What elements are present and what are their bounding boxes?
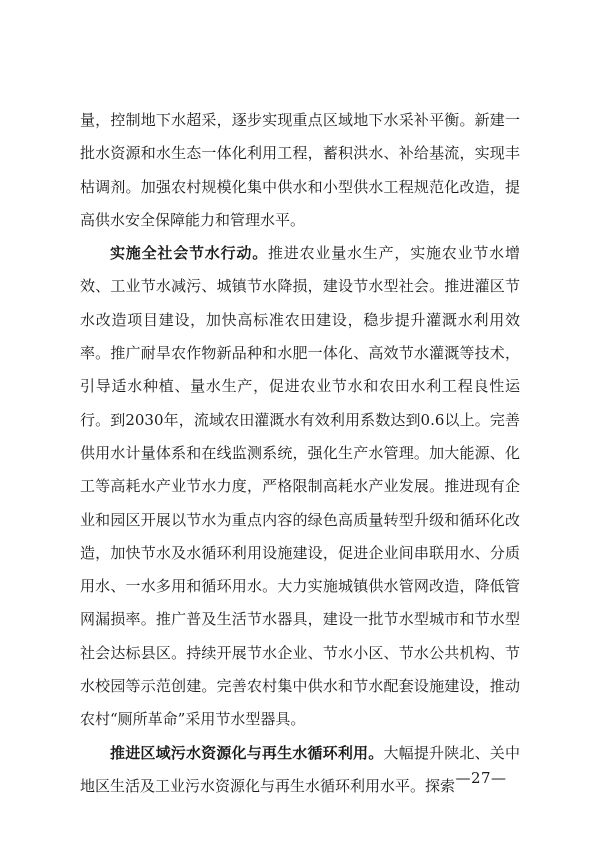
paragraph-text: 量，控制地下水超采，逐步实现重点区域地下水采补平衡。新建一批水资源和水生态一体化利用工程，蓄积洪水、补给基流，实现丰枯调剂。加强农村规模化集中供水和小型供水工程规范化改造，提高供水安全保障能力和管理水平。 [80,111,520,229]
paragraph-water-saving [80,237,520,736]
paragraph-heading: 实施全社会节水行动。 [110,244,268,263]
page-number: —27— [455,769,507,787]
paragraph-text: 推进农业量水生产，实施农业节水增效、工业节水减污、城镇节水降损，建设节水型社会。推进灌区节水改造项目建设，加快高标准农田建设，稳步提升灌溉水利用效率。推广耐旱农作物新品种和水肥一体化、高效节水灌溉等技术，引导适水种植、量水生产，促进农业节水和农田水利工程良性运行。到2030年，流域农田灌溉水有效利用系数达到0.6以上。完善供用水计量体系和在线监测系统，强化生产水管理。加大能源、化工等高耗水产业节水力度，严格限制高耗水产业发展。推进现有企业和园区开展以节水为重点内容的绿色高质量转型升级和循环化改造，加快节水及水循环利用设施建设，促进企业间串联用水、分质用水、一水多用和循环用水。大力实施城镇供水管网改造，降低管网漏损率。推广普及生活节水器具，建设一批节水型城市和节水型社会达标县区。持续开展节水企业、节水小区、节水公共机构、节水校园等示范创建。完善农村集中供水和节水配套设施建设，推动农村“厕所革命”采用节水型器具。 [80,244,520,729]
paragraph-continuation [80,104,520,237]
paragraph-heading: 推进区域污水资源化与再生水循环利用。 [110,743,384,762]
body-text [80,104,520,803]
paragraph-text: 大幅提升陕北、关中地区生活及工业污水资源化与再生水循环利用水平。探索 [80,743,520,795]
